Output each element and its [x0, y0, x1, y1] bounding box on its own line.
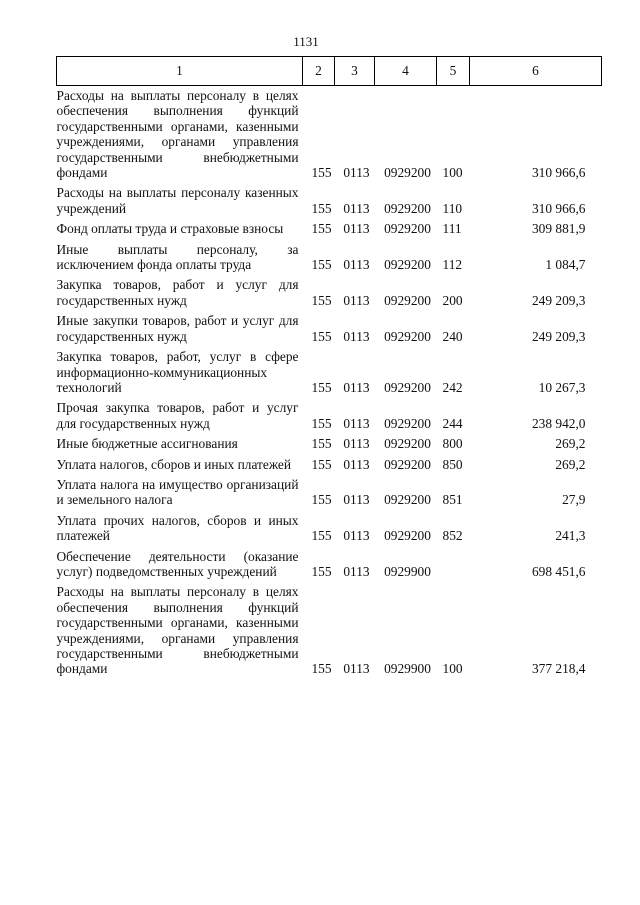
- row-sum: 377 218,4: [531, 661, 586, 677]
- row-sum: 1 084,7: [545, 257, 586, 273]
- row-expense-type: 851: [442, 492, 463, 508]
- row-expense-type: 240: [442, 328, 463, 344]
- row-section: 0113: [343, 379, 370, 395]
- row-name: Уплата налога на имущество организаций и земельного налога: [56, 476, 299, 508]
- row-sum: 249 209,3: [531, 328, 586, 344]
- row-name: Иные выплаты персоналу, за исключением фонда оплаты труда: [56, 241, 299, 273]
- row-grbs: 155: [311, 328, 332, 344]
- row-grbs: 155: [311, 200, 332, 216]
- row-name: Расходы на выплаты персоналу в целях обеспечения выполнения функций государственными органами, казенными учреждениями, органами управления государственными внебюджетными фондами: [56, 584, 299, 677]
- table-row: [57, 86, 602, 184]
- row-expense-type: [437, 547, 470, 583]
- row-target-item: 0929900: [384, 661, 431, 677]
- row-section: 0113: [343, 456, 370, 472]
- row-grbs: 155: [311, 456, 332, 472]
- row-name: Уплата прочих налогов, сборов и иных платежей: [56, 512, 299, 544]
- row-grbs: 155: [311, 661, 332, 677]
- row-expense-type: 242: [442, 379, 463, 395]
- table-row: [57, 275, 602, 311]
- row-expense-type: 100: [442, 165, 463, 181]
- row-target-item: 0929200: [384, 328, 431, 344]
- row-name: Закупка товаров, работ и услуг для государственных нужд: [56, 277, 299, 308]
- table-row: [57, 475, 602, 511]
- header-col-4: 4: [375, 57, 437, 86]
- row-grbs: 155: [311, 379, 332, 395]
- table-row: [57, 434, 602, 454]
- row-expense-type: 110: [442, 200, 463, 216]
- row-grbs: 155: [311, 415, 332, 431]
- row-target-item: 0929200: [384, 257, 431, 273]
- row-target-item: 0929200: [384, 200, 431, 216]
- row-grbs: 155: [311, 165, 332, 181]
- row-sum: 310 966,6: [531, 200, 586, 216]
- row-sum: 241,3: [555, 528, 586, 544]
- row-target-item: 0929200: [384, 292, 431, 308]
- row-section: 0113: [343, 292, 370, 308]
- table-row: [57, 398, 602, 434]
- row-grbs: 155: [311, 221, 332, 237]
- row-grbs: 155: [311, 436, 332, 452]
- row-name: Расходы на выплаты персоналу казенных учреждений: [56, 185, 299, 216]
- row-section: 0113: [343, 328, 370, 344]
- row-section: 0113: [343, 563, 370, 579]
- row-name: Иные закупки товаров, работ и услуг для государственных нужд: [56, 313, 299, 344]
- row-section: 0113: [343, 221, 370, 237]
- row-sum: 698 451,6: [531, 563, 586, 579]
- table-header: [57, 57, 602, 86]
- row-name: Фонд оплаты труда и страховые взносы: [56, 221, 284, 237]
- row-expense-type: 100: [442, 661, 463, 677]
- row-target-item: 0929200: [384, 528, 431, 544]
- row-section: 0113: [343, 200, 370, 216]
- row-target-item: 0929200: [384, 492, 431, 508]
- budget-table: [56, 56, 602, 680]
- table-row: [57, 547, 602, 583]
- row-sum: 10 267,3: [538, 379, 586, 395]
- row-expense-type: 200: [442, 292, 463, 308]
- header-col-5: 5: [437, 57, 470, 86]
- row-expense-type: 852: [442, 528, 463, 544]
- row-grbs: 155: [311, 563, 332, 579]
- row-target-item: 0929200: [384, 379, 431, 395]
- table-row: [57, 455, 602, 475]
- header-row: [57, 57, 602, 86]
- row-expense-type: 244: [442, 415, 463, 431]
- row-sum: 249 209,3: [531, 292, 586, 308]
- header-col-3: 3: [335, 57, 375, 86]
- header-col-1: 1: [57, 57, 303, 86]
- row-target-item: 0929200: [384, 415, 431, 431]
- table-row: [57, 219, 602, 239]
- row-section: 0113: [343, 415, 370, 431]
- row-name: Расходы на выплаты персоналу в целях обеспечения выполнения функций государственными органами, казенными учреждениями, органами управления государственными внебюджетными фондами: [56, 88, 299, 181]
- row-expense-type: 800: [442, 436, 463, 452]
- table-row: [57, 183, 602, 219]
- table-row: [57, 240, 602, 276]
- row-name: Прочая закупка товаров, работ и услуг для государственных нужд: [56, 400, 299, 431]
- row-section: 0113: [343, 257, 370, 273]
- row-grbs: 155: [311, 292, 332, 308]
- row-section: 0113: [343, 436, 370, 452]
- row-expense-type: 112: [442, 257, 463, 273]
- table-row: [57, 311, 602, 347]
- row-section: 0113: [343, 661, 370, 677]
- row-target-item: 0929200: [384, 436, 431, 452]
- row-grbs: 155: [311, 492, 332, 508]
- row-grbs: 155: [311, 528, 332, 544]
- row-section: 0113: [343, 492, 370, 508]
- row-sum: 238 942,0: [531, 415, 586, 431]
- row-sum: 27,9: [562, 492, 586, 508]
- table-row: [57, 347, 602, 398]
- row-sum: 309 881,9: [531, 221, 586, 237]
- header-col-6: 6: [470, 57, 602, 86]
- row-expense-type: 111: [442, 221, 462, 237]
- row-expense-type: 850: [442, 456, 463, 472]
- row-target-item: 0929900: [384, 563, 431, 579]
- row-section: 0113: [343, 528, 370, 544]
- header-col-2: 2: [303, 57, 335, 86]
- row-target-item: 0929200: [384, 165, 431, 181]
- table-body: [57, 86, 602, 680]
- row-name: Закупка товаров, работ, услуг в сфере информационно-коммуникационных технологий: [56, 349, 299, 395]
- page-number: 1131: [293, 34, 319, 49]
- row-target-item: 0929200: [384, 456, 431, 472]
- row-name: Уплата налогов, сборов и иных платежей: [56, 456, 292, 472]
- row-name: Иные бюджетные ассигнования: [56, 436, 238, 452]
- row-sum: 269,2: [555, 436, 586, 452]
- row-target-item: 0929200: [384, 221, 431, 237]
- row-name: Обеспечение деятельности (оказание услуг) подведомственных учреждений: [56, 548, 299, 579]
- row-sum: 269,2: [555, 456, 586, 472]
- row-sum: 310 966,6: [531, 165, 586, 181]
- table-row: [57, 511, 602, 547]
- row-section: 0113: [343, 165, 370, 181]
- table-row: [57, 582, 602, 679]
- row-grbs: 155: [311, 257, 332, 273]
